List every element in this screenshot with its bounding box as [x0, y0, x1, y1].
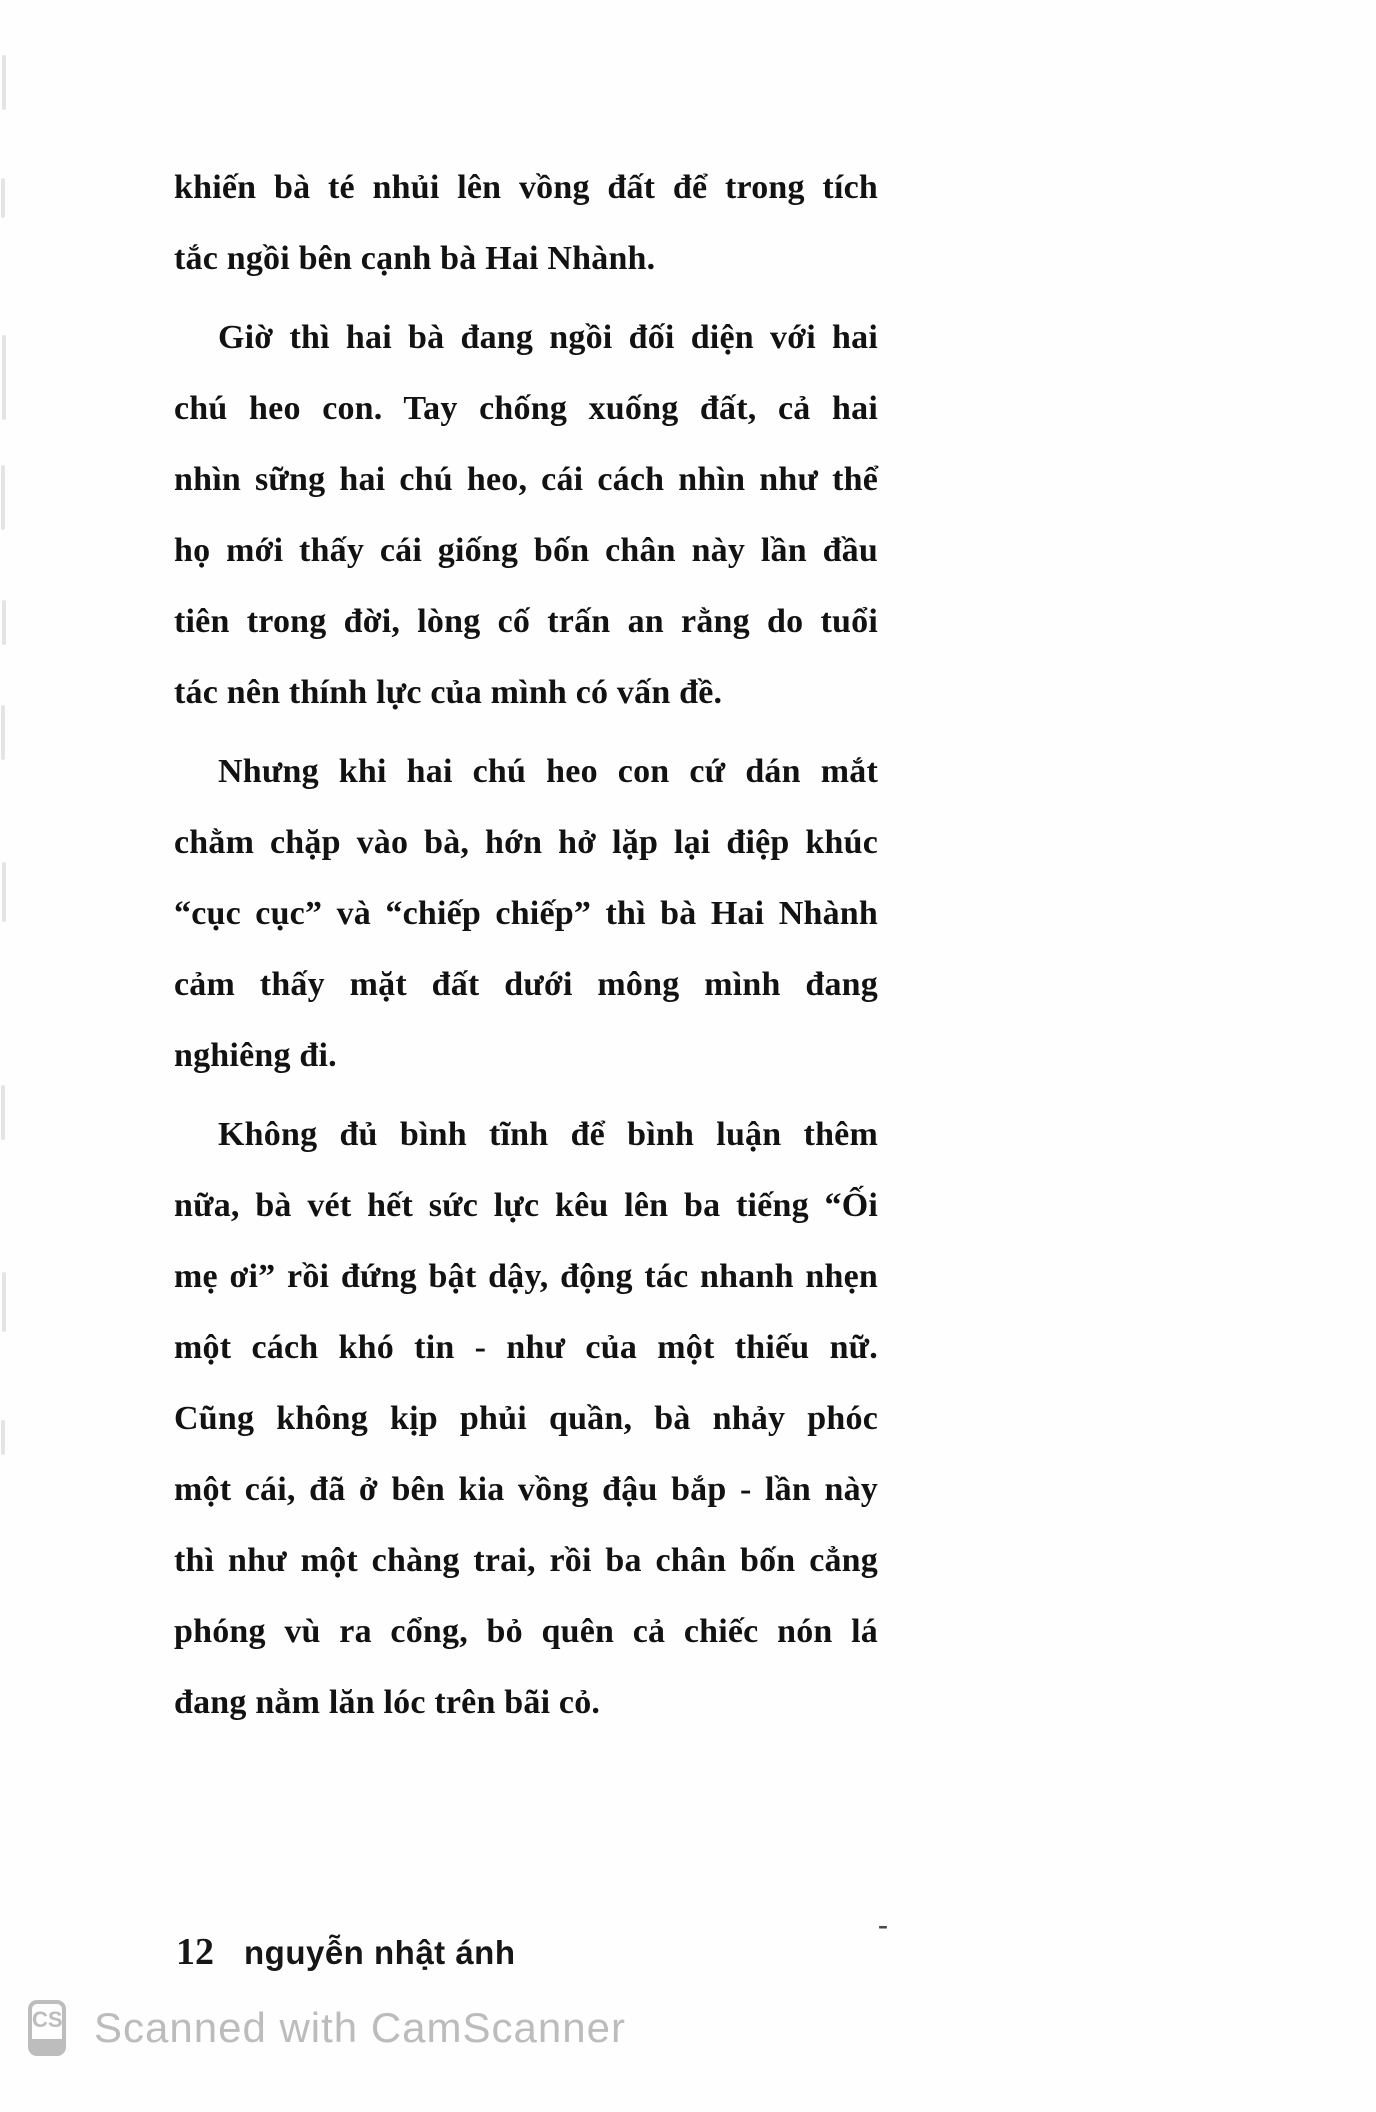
camscanner-watermark [28, 2000, 626, 2056]
text-line: một cái, đã ở bên kia vồng đậu bắp - lần này [174, 1471, 878, 1508]
text-line: một cách khó tin - như của một thiếu nữ. [174, 1329, 878, 1366]
scan-artifact [2, 335, 6, 420]
text-line: phóng vù ra cổng, bỏ quên cả chiếc nón lá [174, 1613, 878, 1650]
text-line: Giờ thì hai bà đang ngồi đối diện với hai [218, 319, 878, 356]
text-line: mẹ ơi” rồi đứng bật dậy, động tác nhanh nhẹn [174, 1258, 878, 1295]
paragraph [174, 736, 878, 1091]
camscanner-logo-bar [32, 2039, 62, 2052]
text-line: chú heo con. Tay chống xuống đất, cả hai [174, 390, 878, 427]
stray-dash-mark: - [878, 1908, 888, 1941]
page-number: 12 [176, 1931, 214, 1973]
camscanner-label: Scanned with CamScanner [94, 2004, 626, 2051]
scan-artifact [2, 1272, 6, 1332]
paragraph [174, 302, 878, 728]
text-line: họ mới thấy cái giống bốn chân này lần đầu [174, 532, 878, 569]
scan-artifact [1, 465, 5, 530]
scan-artifact [1, 178, 5, 218]
text-line: chằm chặp vào bà, hớn hở lặp lại điệp khúc [174, 824, 878, 861]
scan-artifact [1, 705, 5, 760]
text-line: “cục cục” và “chiếp chiếp” thì bà Hai Nhành [174, 895, 878, 932]
scan-artifact [2, 600, 6, 645]
paragraph [174, 152, 878, 294]
page-body [174, 152, 878, 1738]
text-line: nữa, bà vét hết sức lực kêu lên ba tiếng “Ối [174, 1187, 878, 1224]
paragraph [174, 1099, 878, 1738]
text-line: nhìn sững hai chú heo, cái cách nhìn như thể [174, 461, 878, 498]
camscanner-logo-icon [28, 2000, 66, 2056]
text-line: cảm thấy mặt đất dưới mông mình đang [174, 966, 878, 1003]
page-footer [176, 1930, 516, 1974]
text-line: khiến bà té nhủi lên vồng đất để trong tích [174, 169, 878, 206]
text-line: nghiêng đi. [174, 1037, 337, 1074]
text-line: Cũng không kịp phủi quần, bà nhảy phóc [174, 1400, 878, 1437]
text-line: Nhưng khi hai chú heo con cứ dán mắt [218, 753, 878, 790]
text-line: Không đủ bình tĩnh để bình luận thêm [218, 1116, 878, 1153]
scan-artifact [2, 55, 6, 110]
text-line: tắc ngồi bên cạnh bà Hai Nhành. [174, 240, 656, 277]
text-line: đang nằm lăn lóc trên bãi cỏ. [174, 1684, 601, 1721]
text-line: tiên trong đời, lòng cố trấn an rằng do tuổi [174, 603, 878, 640]
text-line: tác nên thính lực của mình có vấn đề. [174, 674, 723, 711]
text-line: thì như một chàng trai, rồi ba chân bốn cẳng [174, 1542, 878, 1579]
scan-artifact [1, 1420, 5, 1455]
scan-artifact [2, 862, 6, 922]
camscanner-logo-text: CS [32, 2007, 63, 2032]
scan-artifact [1, 1085, 5, 1140]
running-footer-author: nguyễn nhật ánh [244, 1934, 516, 1971]
